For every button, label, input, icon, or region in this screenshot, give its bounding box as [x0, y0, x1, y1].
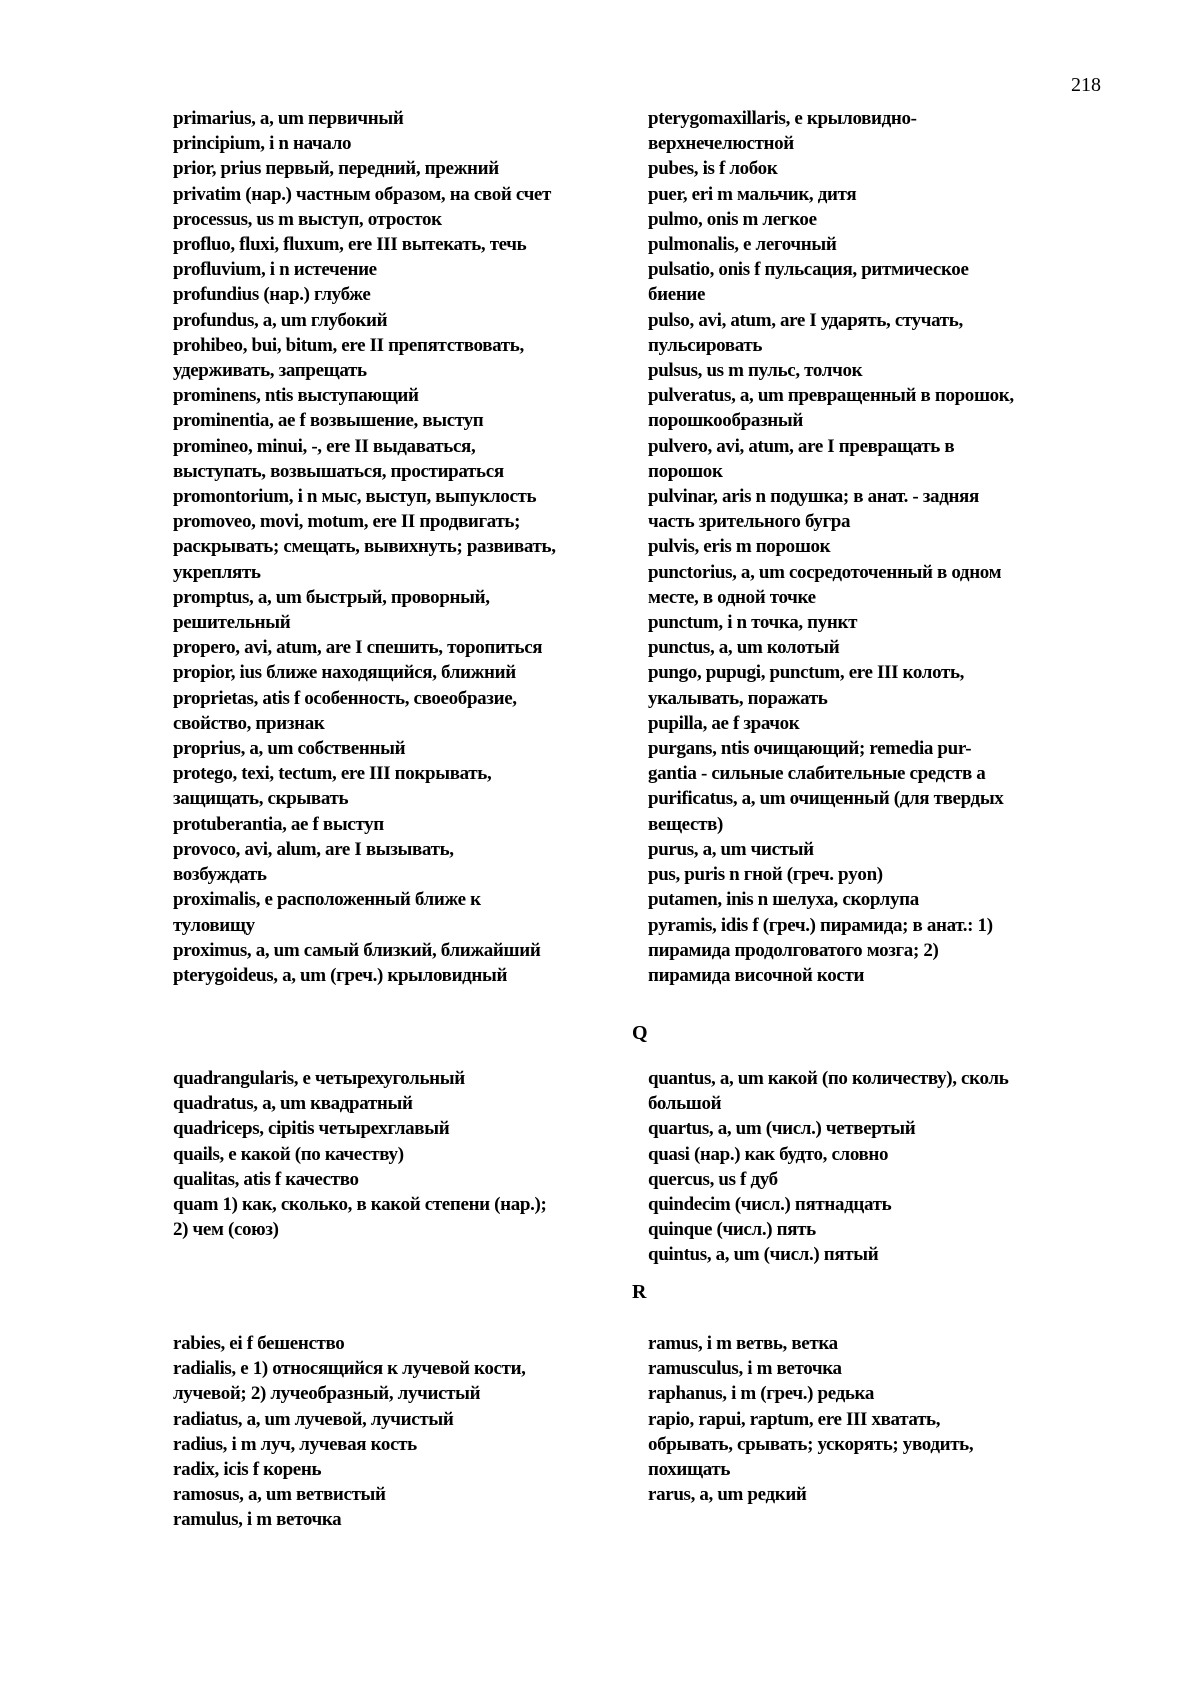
- entry-text: pulsatio, onis f пульсация, ритмическое: [648, 259, 969, 281]
- entry-continuation: удерживать, запрещать: [173, 360, 367, 382]
- entry-text: prominentia, ae f возвышение, выступ: [173, 410, 484, 432]
- entry-continuation: пирамида височной кости: [648, 964, 865, 986]
- dictionary-entry: [648, 182, 1093, 207]
- section-letter-q: Q: [632, 1022, 648, 1044]
- dictionary-entry: [648, 1167, 1093, 1192]
- dictionary-entry: [173, 257, 628, 282]
- entry-text: rarus, a, um редкий: [648, 1484, 807, 1506]
- entry-text: quadriceps, cipitis четырехглавый: [173, 1118, 450, 1140]
- dictionary-entry: [648, 383, 1093, 433]
- entry-continuation: 2) чем (союз): [173, 1219, 279, 1241]
- dictionary-entry: [648, 660, 1093, 710]
- dictionary-entry: [648, 635, 1093, 660]
- dictionary-entry: [173, 106, 628, 131]
- entry-text: rabies, ei f бешенство: [173, 1333, 345, 1354]
- dictionary-entry: [173, 1482, 628, 1507]
- section-letter-r: R: [632, 1281, 647, 1303]
- dictionary-entry: [173, 434, 628, 484]
- entry-text: rapio, rapui, raptum, ere III хватать,: [648, 1408, 941, 1430]
- entry-text: proximus, a, um самый близкий, ближайший: [173, 939, 541, 961]
- entry-continuation: лучевой; 2) лучеобразный, лучистый: [173, 1383, 481, 1405]
- entry-text: quasi (нар.) как будто, словно: [648, 1143, 889, 1165]
- entry-continuation: защищать, скрывать: [173, 788, 349, 810]
- dictionary-entry: [648, 156, 1093, 181]
- entry-text: pterygoideus, a, um (греч.) крыловидный: [173, 964, 508, 986]
- entry-text: processus, us m выступ, отросток: [173, 208, 442, 230]
- dictionary-entry: [173, 156, 628, 181]
- right-column: [648, 106, 1093, 988]
- dictionary-entry: [173, 484, 628, 509]
- entry-text: quails, e какой (по качеству): [173, 1143, 404, 1165]
- entry-continuation: укреплять: [173, 561, 261, 583]
- entry-text: prohibeo, bui, bitum, ere II препятствовать,: [173, 334, 524, 356]
- entry-text: punctus, a, um колотый: [648, 637, 840, 659]
- right-column: [648, 1331, 1093, 1533]
- dictionary-entry: [648, 232, 1093, 257]
- left-column: [173, 1331, 628, 1533]
- entry-text: pulvinar, aris n подушка; в анат. - задняя: [648, 486, 979, 508]
- entry-text: privatim (нар.) частным образом, на свой счет: [173, 183, 551, 205]
- dictionary-entry: [648, 484, 1093, 534]
- entry-text: purgans, ntis очищающий; remedia pur-: [648, 738, 972, 760]
- dictionary-entry: [648, 887, 1093, 912]
- entry-text: radius, i m луч, лучевая кость: [173, 1433, 417, 1455]
- dictionary-entry: [173, 660, 628, 685]
- entry-continuation: туловищу: [173, 914, 255, 936]
- entry-text: provoco, avi, alum, are I вызывать,: [173, 838, 454, 860]
- entry-text: putamen, inis n шелуха, скорлупа: [648, 889, 919, 911]
- left-column: [173, 106, 628, 988]
- dictionary-entry: [648, 862, 1093, 887]
- dictionary-entry: [648, 1066, 1093, 1116]
- entry-text: quartus, a, um (числ.) четвертый: [648, 1118, 916, 1140]
- dictionary-entry: [173, 207, 628, 232]
- dictionary-entry: [173, 837, 628, 887]
- entry-text: pulmo, onis m легкое: [648, 208, 817, 230]
- dictionary-entry: [173, 333, 628, 383]
- entry-continuation: gantia - сильные слабительные средств а: [648, 763, 986, 785]
- entry-continuation: выступать, возвышаться, простираться: [173, 460, 504, 482]
- entry-continuation: свойство, признак: [173, 712, 325, 734]
- dictionary-entry: [173, 1091, 628, 1116]
- entry-text: raphanus, i m (греч.) редька: [648, 1383, 874, 1405]
- dictionary-entry: [173, 509, 628, 585]
- entry-text: principium, i n начало: [173, 133, 352, 155]
- dictionary-entry: [648, 1381, 1093, 1406]
- dictionary-entry: [648, 1192, 1093, 1217]
- entry-text: propero, avi, atum, are I спешить, торопиться: [173, 637, 543, 659]
- entry-text: ramosus, a, um ветвистый: [173, 1484, 386, 1506]
- dictionary-entry: [173, 635, 628, 660]
- entry-text: pupilla, ae f зрачок: [648, 712, 800, 734]
- entry-text: pulveratus, a, um превращенный в порошок,: [648, 385, 1014, 407]
- dictionary-entry: [173, 585, 628, 635]
- dictionary-entry: [648, 736, 1093, 786]
- entry-text: pubes, is f лобок: [648, 158, 778, 180]
- entry-continuation: обрывать, срывать; ускорять; уводить,: [648, 1433, 974, 1455]
- entry-text: punctorius, a, um сосредоточенный в одном: [648, 561, 1002, 583]
- entry-text: prior, prius первый, передний, прежний: [173, 158, 499, 180]
- dictionary-entry: [173, 812, 628, 837]
- entry-text: purificatus, a, um очищенный (для твердых: [648, 788, 1004, 810]
- entry-text: pulvero, avi, atum, are I превращать в: [648, 435, 955, 457]
- dictionary-entry: [173, 1507, 628, 1532]
- dictionary-entry: [173, 383, 628, 408]
- entry-text: profluo, fluxi, fluxum, ere III вытекать, течь: [173, 234, 527, 256]
- dictionary-entry: [173, 1142, 628, 1167]
- dictionary-entry: [648, 1407, 1093, 1483]
- entry-continuation: порошок: [648, 460, 723, 482]
- dictionary-entry: [173, 761, 628, 811]
- entry-text: quadrangularis, e четырехугольный: [173, 1068, 465, 1089]
- dictionary-entry: [648, 1331, 1093, 1356]
- entry-continuation: веществ): [648, 813, 723, 835]
- entry-text: protuberantia, ae f выступ: [173, 813, 384, 835]
- entry-text: ramus, i m ветвь, ветка: [648, 1333, 838, 1354]
- entry-text: quantus, a, um какой (по количеству), сколь: [648, 1068, 1009, 1089]
- dictionary-entry: [173, 1356, 628, 1406]
- dictionary-entry: [648, 207, 1093, 232]
- entry-text: radialis, e 1) относящийся к лучевой кости,: [173, 1358, 526, 1380]
- entry-text: promontorium, i n мыс, выступ, выпуклость: [173, 486, 537, 508]
- dictionary-entry: [648, 837, 1093, 862]
- entry-continuation: похищать: [648, 1459, 731, 1481]
- entry-text: profluvium, i n истечение: [173, 259, 377, 281]
- entry-text: proprietas, atis f особенность, своеобразие,: [173, 687, 517, 709]
- section-p-columns: [173, 106, 1093, 988]
- section-q-columns: [173, 1066, 1093, 1268]
- entry-text: proprius, a, um собственный: [173, 738, 406, 760]
- dictionary-entry: [648, 1356, 1093, 1381]
- entry-continuation: решительный: [173, 612, 291, 634]
- entry-continuation: биение: [648, 284, 706, 306]
- entry-text: radix, icis f корень: [173, 1459, 322, 1481]
- dictionary-entry: [173, 131, 628, 156]
- dictionary-entry: [173, 1192, 628, 1242]
- entry-text: pterygomaxillaris, e крыловидно-: [648, 108, 917, 129]
- entry-text: radiatus, a, um лучевой, лучистый: [173, 1408, 454, 1430]
- entry-text: promoveo, movi, motum, ere II продвигать;: [173, 511, 521, 533]
- dictionary-entry: [173, 1331, 628, 1356]
- entry-text: pulsus, us m пульс, толчок: [648, 360, 863, 382]
- entry-text: quam 1) как, сколько, в какой степени (нар.);: [173, 1194, 547, 1216]
- entry-continuation: пирамида продолговатого мозга; 2): [648, 939, 939, 961]
- dictionary-entry: [648, 434, 1093, 484]
- dictionary-entry: [648, 560, 1093, 610]
- dictionary-entry: [173, 686, 628, 736]
- dictionary-entry: [173, 1167, 628, 1192]
- entry-text: promineo, minui, -, ere II выдаваться,: [173, 435, 476, 457]
- entry-text: puer, eri m мальчик, дитя: [648, 183, 857, 205]
- entry-text: qualitas, atis f качество: [173, 1168, 359, 1190]
- entry-text: purus, a, um чистый: [648, 838, 814, 860]
- entry-text: pyramis, idis f (греч.) пирамида; в анат.: 1): [648, 914, 993, 936]
- entry-text: profundus, a, um глубокий: [173, 309, 388, 331]
- entry-text: pungo, pupugi, punctum, ere III колоть,: [648, 662, 965, 684]
- dictionary-entry: [173, 1066, 628, 1091]
- entry-text: quadratus, a, um квадратный: [173, 1093, 413, 1115]
- dictionary-entry: [648, 1142, 1093, 1167]
- left-column: [173, 1066, 628, 1268]
- entry-continuation: месте, в одной точке: [648, 586, 816, 608]
- page-number: 218: [1071, 74, 1101, 96]
- dictionary-entry: [648, 711, 1093, 736]
- entry-continuation: укалывать, поражать: [648, 687, 828, 709]
- entry-text: ramulus, i m веточка: [173, 1509, 342, 1531]
- dictionary-entry: [648, 106, 1093, 156]
- entry-continuation: часть зрительного бугра: [648, 511, 851, 533]
- entry-text: primarius, a, um первичный: [173, 108, 404, 129]
- entry-text: quintus, a, um (числ.) пятый: [648, 1244, 879, 1266]
- dictionary-entry: [648, 308, 1093, 358]
- entry-text: protego, texi, tectum, ere III покрывать,: [173, 763, 492, 785]
- dictionary-entry: [648, 358, 1093, 383]
- dictionary-entry: [648, 1242, 1093, 1267]
- dictionary-entry: [173, 308, 628, 333]
- dictionary-entry: [173, 1116, 628, 1141]
- entry-text: promptus, a, um быстрый, проворный,: [173, 586, 490, 608]
- dictionary-entry: [648, 913, 1093, 989]
- right-column: [648, 1066, 1093, 1268]
- dictionary-entry: [648, 257, 1093, 307]
- entry-text: quinque (числ.) пять: [648, 1219, 816, 1241]
- entry-continuation: раскрывать; смещать, вывихнуть; развивать,: [173, 536, 556, 558]
- dictionary-entry: [173, 182, 628, 207]
- entry-text: propior, ius ближе находящийся, ближний: [173, 662, 516, 684]
- dictionary-entry: [173, 736, 628, 761]
- entry-text: profundius (нар.) глубже: [173, 284, 371, 306]
- entry-text: proximalis, e расположенный ближе к: [173, 889, 481, 911]
- dictionary-entry: [173, 938, 628, 963]
- dictionary-entry: [648, 610, 1093, 635]
- dictionary-entry: [173, 282, 628, 307]
- dictionary-entry: [173, 1432, 628, 1457]
- entry-text: pulvis, eris m порошок: [648, 536, 831, 558]
- entry-text: quindecim (числ.) пятнадцать: [648, 1194, 892, 1216]
- entry-continuation: верхнечелюстной: [648, 133, 794, 155]
- entry-text: pulso, avi, atum, are I ударять, стучать,: [648, 309, 963, 331]
- dictionary-entry: [173, 232, 628, 257]
- dictionary-entry: [648, 1116, 1093, 1141]
- dictionary-entry: [648, 1217, 1093, 1242]
- dictionary-entry: [648, 1482, 1093, 1507]
- dictionary-entry: [648, 786, 1093, 836]
- entry-continuation: возбуждать: [173, 864, 267, 886]
- entry-text: pus, puris n гной (греч. pyon): [648, 864, 883, 886]
- dictionary-entry: [173, 1407, 628, 1432]
- entry-continuation: порошкообразный: [648, 410, 803, 432]
- section-r-columns: [173, 1331, 1093, 1533]
- dictionary-entry: [173, 408, 628, 433]
- dictionary-entry: [173, 963, 628, 988]
- entry-text: quercus, us f дуб: [648, 1168, 778, 1190]
- entry-continuation: большой: [648, 1093, 722, 1115]
- entry-text: ramusculus, i m веточка: [648, 1358, 842, 1380]
- entry-continuation: пульсировать: [648, 334, 763, 356]
- dictionary-entry: [648, 534, 1093, 559]
- dictionary-entry: [173, 1457, 628, 1482]
- entry-text: prominens, ntis выступающий: [173, 385, 419, 407]
- dictionary-entry: [173, 887, 628, 937]
- entry-text: pulmonalis, e легочный: [648, 234, 837, 256]
- entry-text: punctum, i n точка, пункт: [648, 612, 858, 634]
